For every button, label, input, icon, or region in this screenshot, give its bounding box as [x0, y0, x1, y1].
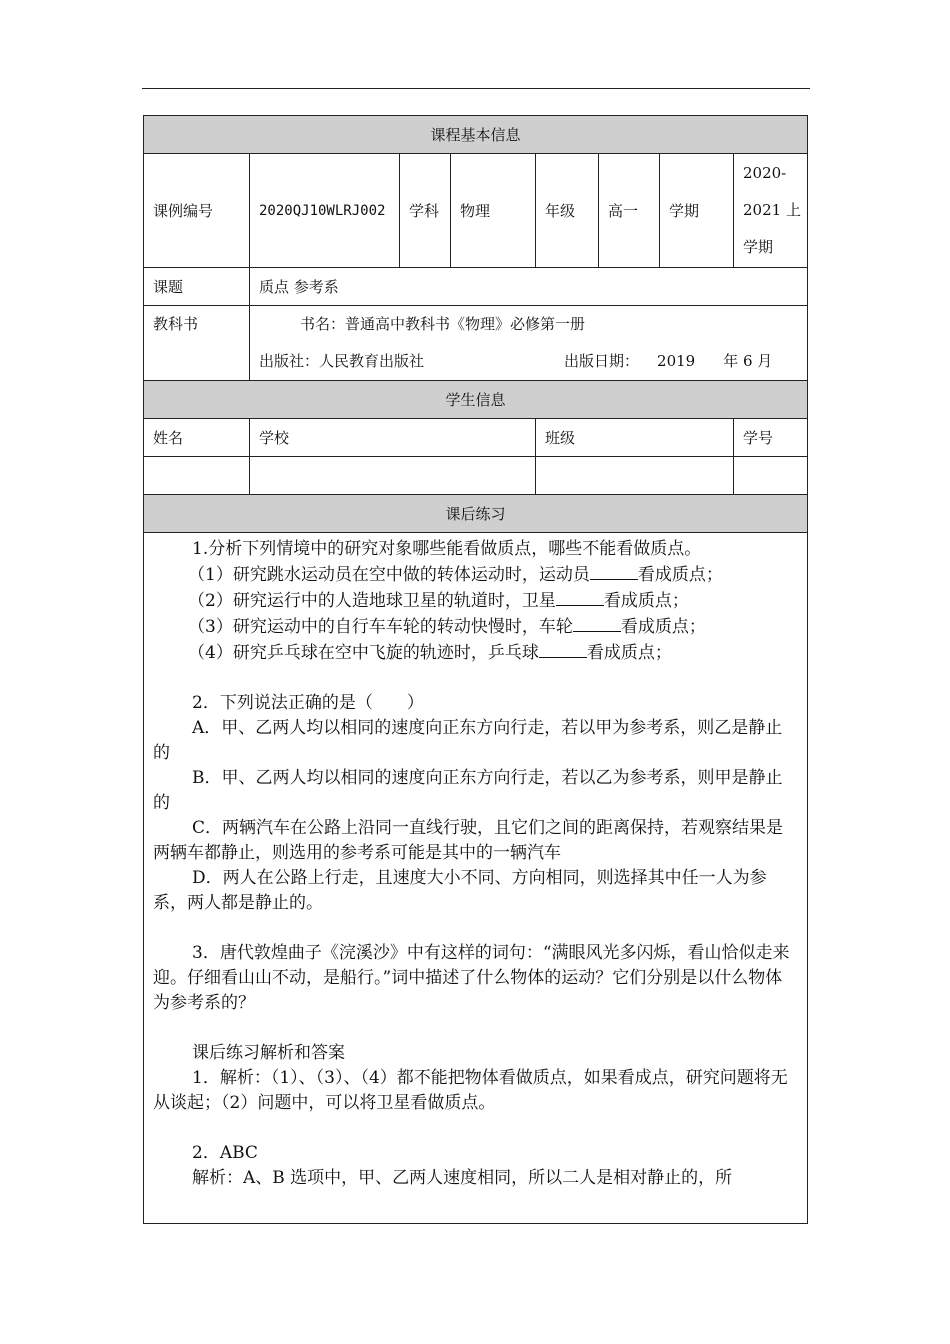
q1-item-4: （4）研究乒乓球在空中飞旋的轨迹时，乒乓球 看成质点；: [153, 640, 799, 666]
publish-date-label: 出版日期：: [564, 352, 640, 370]
q1-stem: 1.分析下列情境中的研究对象哪些能看做质点，哪些不能看做质点。: [192, 539, 702, 559]
student-id-input[interactable]: [734, 457, 808, 495]
exercise-header: 课后练习: [144, 495, 808, 533]
course-table: [143, 115, 808, 1224]
publish-month: 年 6 月: [723, 352, 773, 370]
term-line-1: 2020-: [743, 164, 787, 182]
course-info-header: 课程基本信息: [144, 116, 808, 154]
textbook-label: 教科书: [144, 306, 250, 381]
answer-1: 1．解析：（1）、（3）、（4）都不能把物体看做质点，如果看成点，研究问题将无从谈起；（2）问题中，可以将卫星看做质点。: [153, 1068, 788, 1113]
textbook-value: [250, 306, 808, 381]
q1-item-1: （1）研究跳水运动员在空中做的转体运动时，运动员 看成质点；: [153, 562, 799, 588]
publisher: 出版社：人民教育出版社: [259, 352, 425, 370]
q3-text: 3．唐代敦煌曲子《浣溪沙》中有这样的词句：“满眼风光多闪烁，看山恰似走来迎。仔细看山山不动，是船行。”词中描述了什么物体的运动？它们分别是以什么物体为参考系的？: [153, 943, 790, 1013]
grade-value: 高一: [599, 154, 660, 268]
school-label: 学校: [250, 419, 536, 457]
q1-item-2: （2）研究运行中的人造地球卫星的轨道时，卫星 看成质点；: [153, 588, 799, 614]
answer-2-key: 2．ABC: [192, 1143, 258, 1163]
answers-title: 课后练习解析和答案: [192, 1043, 345, 1063]
topic-value: 质点 参考系: [250, 268, 808, 306]
q2-option-a: A．甲、乙两人均以相同的速度向正东方向行走，若以甲为参考系，则乙是静止的: [153, 718, 783, 763]
name-label: 姓名: [144, 419, 250, 457]
q2-option-b: B．甲、乙两人均以相同的速度向正东方向行走，若以乙为参考系，则甲是静止的: [153, 768, 783, 813]
name-input[interactable]: [144, 457, 250, 495]
term-line-2: 2021 上: [743, 201, 801, 219]
grade-label: 年级: [536, 154, 599, 268]
subject-value: 物理: [451, 154, 536, 268]
answer-blank[interactable]: [573, 614, 621, 632]
class-label: 班级: [536, 419, 734, 457]
page-header-rule: [142, 88, 810, 89]
publish-year: 2019: [657, 352, 696, 370]
term-label: 学期: [660, 154, 734, 268]
q2-stem: 2．下列说法正确的是（ ）: [192, 693, 424, 713]
term-line-3: 学期: [743, 238, 774, 256]
case-number-label: 课例编号: [144, 154, 250, 268]
book-name: 书名：普通高中教科书《物理》必修第一册: [300, 315, 586, 333]
q2-option-d: D．两人在公路上行走，且速度大小不同、方向相同，则选择其中任一人为参系，两人都是静止的。: [153, 868, 767, 913]
answer-blank[interactable]: [590, 562, 638, 580]
answer-2-text: 解析：A、B 选项中，甲、乙两人速度相同，所以二人是相对静止的，所: [192, 1168, 733, 1188]
answer-blank[interactable]: [556, 588, 604, 606]
topic-label: 课题: [144, 268, 250, 306]
student-info-header: 学生信息: [144, 381, 808, 419]
subject-label: 学科: [400, 154, 451, 268]
case-number-value: 2020QJ10WLRJ002: [250, 154, 400, 268]
answer-blank[interactable]: [539, 640, 587, 658]
term-value: [734, 154, 808, 268]
exercise-content: [144, 533, 808, 1224]
class-input[interactable]: [536, 457, 734, 495]
book-publish-line: [259, 343, 807, 380]
school-input[interactable]: [250, 457, 536, 495]
student-id-label: 学号: [734, 419, 808, 457]
q2-option-c: C．两辆汽车在公路上沿同一直线行驶，且它们之间的距离保持，若观察结果是两辆车都静止，则选用的参考系可能是其中的一辆汽车: [153, 818, 784, 863]
q1-item-3: （3）研究运动中的自行车车轮的转动快慢时，车轮 看成质点；: [153, 614, 799, 640]
